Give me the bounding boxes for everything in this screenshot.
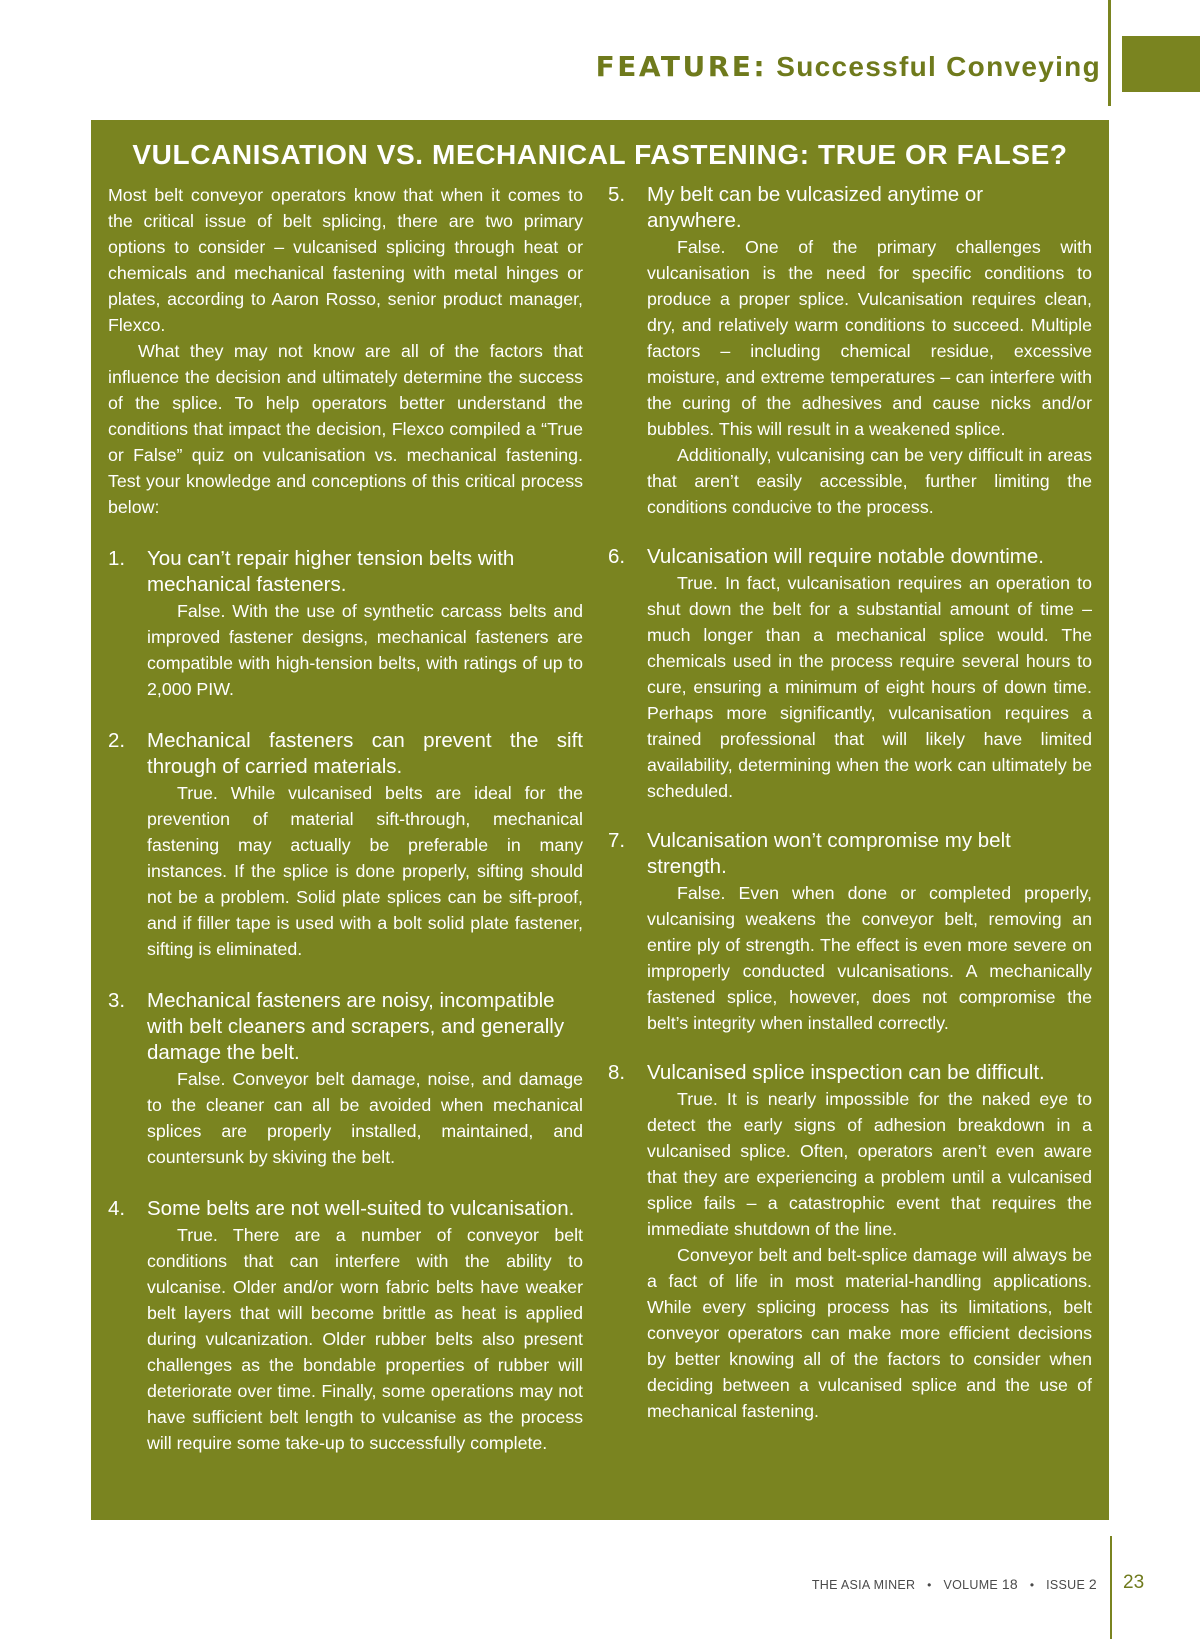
quiz-item-3 <box>108 988 583 1170</box>
item-question: Vulcanisation will require notable downtime. <box>647 545 1044 568</box>
intro-paragraph: Most belt conveyor operators know that when it comes to the critical issue of belt splicing, there are two primary options to consider – vulcanised splicing through heat or chemicals and mechanical fastening with metal hinges or plates, according to Aaron Rosso, senior product manager, Flexco. <box>108 185 583 335</box>
item-question: Vulcanisation won’t compromise my belt strength. <box>647 829 1011 878</box>
issue-number: 2 <box>1088 1576 1097 1592</box>
quiz-item-6 <box>608 544 1092 804</box>
section-kicker: FEATURE: <box>595 50 768 83</box>
page-number: 23 <box>1123 1572 1145 1593</box>
publication-name: THE ASIA MINER <box>811 1578 916 1592</box>
volume-number: 18 <box>1001 1576 1019 1592</box>
article-panel <box>91 120 1109 1520</box>
item-number: 6. <box>608 545 626 568</box>
header-color-block <box>1122 36 1200 92</box>
item-question: Mechanical fasteners are noisy, incompatible with belt cleaners and scrapers, and generally damage the belt. <box>147 989 565 1064</box>
footer-divider-line <box>1110 1536 1112 1639</box>
separator-dot: • <box>1029 1578 1035 1592</box>
quiz-item-5 <box>608 182 1092 520</box>
quiz-item-8 <box>608 1060 1092 1424</box>
item-answer-continued: Conveyor belt and belt-splice damage will always be a fact of life in most material-handling applications. While every splicing process has its limitations, belt conveyor operators can make more efficient decisions by better knowing all of the factors to consider when deciding between a vulcanised splice and the use of mechanical fastening. <box>647 1245 1092 1421</box>
item-number: 1. <box>108 547 126 570</box>
item-number: 2. <box>108 729 126 752</box>
item-question: You can’t repair higher tension belts with mechanical fasteners. <box>147 547 515 596</box>
item-answer: False. Even when done or completed properly, vulcanising weakens the conveyor belt, removing an entire ply of strength. The effect is even more severe on improperly conducted vulcanisations. A mechanically fastened splice, however, does not compromise the belt’s integrity when installed correctly. <box>647 883 1092 1033</box>
item-number: 4. <box>108 1197 126 1220</box>
item-number: 7. <box>608 829 626 852</box>
separator-dot: • <box>927 1578 932 1592</box>
item-number: 3. <box>108 989 126 1012</box>
item-answer: True. While vulcanised belts are ideal for the prevention of material sift-through, mechanical fastening may actually be preferable in many instances. If the splice is done properly, sifting should not be a problem. Solid plate splices can be sift-proof, and if filler tape is used with a bolt solid plate fastener, sifting is eliminated. <box>147 783 583 959</box>
quiz-item-4 <box>108 1196 583 1456</box>
section-header <box>596 50 1101 83</box>
section-title: Successful Conveying <box>776 51 1101 82</box>
item-answer: False. Conveyor belt damage, noise, and damage to the cleaner can all be avoided when mechanical splices are properly installed, maintained, and countersunk by skiving the belt. <box>147 1069 583 1167</box>
intro-paragraph: What they may not know are all of the factors that influence the decision and ultimately determine the success of the splice. To help operators better understand the conditions that impact the decision, Flexco compiled a “True or False” quiz on vulcanisation vs. mechanical fastening. Test your knowledge and conceptions of this critical process below: <box>108 341 583 517</box>
item-answer: True. It is nearly impossible for the naked eye to detect the early signs of adhesion breakdown in a vulcanised splice. Often, operators aren’t even aware that they are experiencing a problem until a vulcanised splice fails – a catastrophic event that requires the immediate shutdown of the line. <box>647 1089 1092 1239</box>
header-divider-line <box>1108 0 1111 106</box>
item-number: 5. <box>608 183 626 206</box>
article-title: VULCANISATION VS. MECHANICAL FASTENING: TRUE OR FALSE? <box>132 139 1068 170</box>
item-question: Some belts are not well-suited to vulcanisation. <box>147 1197 575 1220</box>
quiz-item-1 <box>108 546 583 702</box>
footer-publication-info <box>812 1576 1097 1592</box>
item-number: 8. <box>608 1061 626 1084</box>
item-question: Mechanical fasteners can prevent the sift through of carried materials. <box>147 729 583 778</box>
left-column <box>108 182 583 1456</box>
item-question: My belt can be vulcasized anytime or anywhere. <box>647 183 984 232</box>
item-answer-continued: Additionally, vulcanising can be very difficult in areas that aren’t easily accessible, further limiting the conditions conducive to the process. <box>647 445 1092 517</box>
quiz-item-2 <box>108 728 583 962</box>
quiz-item-7 <box>608 828 1092 1036</box>
item-answer: False. With the use of synthetic carcass belts and improved fastener designs, mechanical fasteners are compatible with high-tension belts, with ratings of up to 2,000 PIW. <box>147 601 583 699</box>
item-answer: True. In fact, vulcanisation requires an operation to shut down the belt for a substantial amount of time – much longer than a mechanical splice would. The chemicals used in the process require several hours to cure, ensuring a minimum of eight hours of down time. Perhaps more significantly, vulcanisation requires a trained professional that will likely have limited availability, determining when the work can ultimately be scheduled. <box>647 573 1092 801</box>
issue-label: ISSUE <box>1046 1578 1086 1592</box>
item-answer: False. One of the primary challenges with vulcanisation is the need for specific conditions to produce a proper splice. Vulcanisation requires clean, dry, and relatively warm conditions to succeed. Multiple factors – including chemical residue, excessive moisture, and extreme temperatures – can interfere with the curing of the adhesives and cause nicks and/or bubbles. This will result in a weakened splice. <box>647 237 1092 439</box>
item-question: Vulcanised splice inspection can be difficult. <box>647 1061 1045 1084</box>
item-answer: True. There are a number of conveyor belt conditions that can interfere with the ability to vulcanise. Older and/or worn fabric belts have weaker belt layers that will become brittle as heat is applied during vulcanization. Older rubber belts also present challenges as the bondable properties of rubber will deteriorate over time. Finally, some operations may not have sufficient belt length to vulcanise as the process will require some take-up to successfully complete. <box>147 1225 583 1453</box>
right-column <box>608 182 1092 1424</box>
volume-label: VOLUME <box>943 1578 999 1592</box>
